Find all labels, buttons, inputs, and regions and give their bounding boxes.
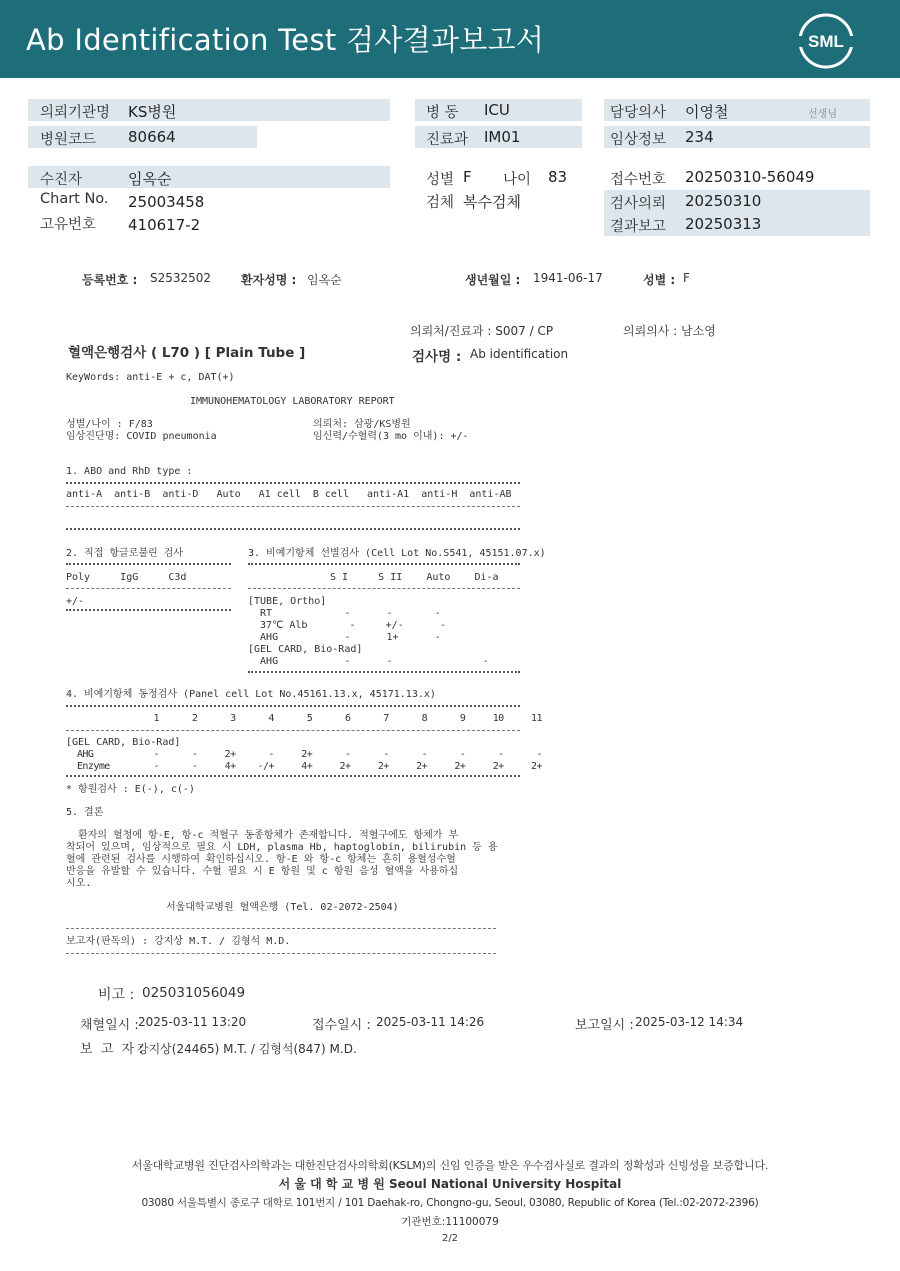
sex-value: F [463,168,472,186]
bottom-reporter-label: 보 고 자 : [80,1042,143,1057]
separator [248,671,520,673]
section-4-header: 1 2 3 4 5 6 7 8 9 10 11 [66,713,542,724]
section-3-tube: [TUBE, Ortho] [248,596,327,607]
unique-label: 고유번호 [40,217,97,233]
sex-age-line: 성별/나이 : F/83 [66,419,153,430]
logo-text: SML [808,32,844,51]
name-label: 환자성명 : [241,273,297,287]
separator [66,563,231,565]
collect-value: 2025-03-11 13:20 [138,1015,247,1029]
report-date-value: 20250313 [685,215,762,233]
receive-label: 접수일시 : [312,1018,371,1033]
institution-number: 기관번호:11100079 [401,1216,499,1228]
doctor-label: 담당의사 [610,105,667,121]
section-2-title: 2. 직접 항글로불린 검사 [66,548,184,559]
section-4-title: 4. 비예기항체 동정검사 (Panel cell Lot No.45161.13.x, 45171.13.x) [66,689,436,700]
record-sex-value: F [683,271,690,285]
collect-label: 채혈일시 : [80,1018,139,1033]
separator [66,705,520,707]
lab-report-title: IMMUNOHEMATOLOGY LABORATORY REPORT [190,396,395,407]
remark-value: 025031056049 [142,985,246,1001]
unique-value: 410617-2 [128,216,201,234]
separator [66,609,231,611]
section-3-rt: RT - - - [248,608,441,619]
hospital-address: 03080 서울특별시 종로구 대학로 101번지 / 101 Daehak-ro, Chongno-gu, Seoul, 03080, Republic of Korea (Tel.:02-2072-2396) [141,1197,759,1209]
request-value: 20250310 [685,192,762,210]
separator [248,588,520,589]
hospital-code-label: 병원코드 [40,132,97,148]
conclusion-line: 시오. [66,878,92,889]
conclusion-line: 반응을 유발할 수 있습니다. 수혈 필요 시 E 항원 및 c 항원 음성 혈액을 사용하십 [66,866,459,877]
separator [66,730,520,731]
report-title: Ab Identification Test 검사결과보고서 [26,23,545,57]
referrer-line: 의뢰처: 삼광/KS병원 [313,419,411,430]
section-2-header: Poly IgG C3d [66,572,187,583]
dept-label: 진료과 [426,132,469,148]
separator [66,928,496,929]
section-3-gel: [GEL CARD, Bio-Rad] [248,644,363,655]
dob-value: 1941-06-17 [533,271,603,285]
hospital-name: 서 울 대 학 교 병 원 Seoul National University Hospital [278,1177,622,1191]
reported-label: 보고일시 : [575,1018,634,1033]
chart-label: Chart No. [40,191,109,207]
reporter-line: 보고자(판독의) : 강지상 M.T. / 김형석 M.D. [66,936,291,947]
dept-value: IM01 [484,128,521,146]
separator [66,775,520,777]
diagnosis-line: 임상진단명: COVID pneumonia [66,431,217,442]
age-label: 나이 [503,172,532,188]
clinical-value: 234 [685,128,714,146]
sml-logo [797,12,855,70]
exam-title: 혈액은행검사 ( L70 ) [ Plain Tube ] [68,345,306,361]
name-value: 임옥순 [307,273,342,287]
pregnancy-line: 임신력/수혈력(3 mo 이내): +/- [313,431,469,442]
clinical-label: 임상정보 [610,132,667,148]
certification-text: 서울대학교병원 진단검사의학과는 대한진단검사의학회(KSLM)의 신임 인증을 받은 우수검사실로 결과의 정확성과 신빙성을 보증합니다. [131,1159,769,1172]
specimen-label: 검체 [426,195,455,211]
conclusion-line: 환자의 혈청에 항-E, 항-c 적혈구 동종항체가 존재합니다. 적혈구에도 항체가 부 [66,830,459,841]
section-3-37c: 37℃ Alb - +/- - [248,620,446,631]
section-1-header: anti-A anti-B anti-D Auto A1 cell B cell anti-A1 anti-H anti-AB [66,489,512,500]
section-4-ahg: AHG - - 2+ - 2+ - - - - - - [66,749,542,760]
referral-doctor: 의뢰의사 : 남소영 [623,324,716,338]
separator [66,482,520,484]
section-2-value: +/- [66,596,85,607]
receipt-value: 20250310-56049 [685,168,815,186]
age-value: 83 [548,168,568,186]
report-date-label: 결과보고 [610,219,667,235]
section-5-title: 5. 결론 [66,807,104,818]
blood-bank-line: 서울대학교병원 혈액은행 (Tel. 02-2072-2504) [166,902,399,913]
patient-value: 임옥순 [128,170,172,188]
remark-label: 비고 : [98,987,135,1003]
ward-value: ICU [484,101,510,119]
exam-name-label: 검사명 : [412,349,462,365]
separator [66,953,496,954]
section-4-gel: [GEL CARD, Bio-Rad] [66,737,181,748]
bottom-reporter-value: 강지상(24465) M.T. / 김형석(847) M.D. [137,1042,357,1056]
specimen-value: 복수검체 [463,193,521,211]
keywords-line: KeyWords: anti-E + c, DAT(+) [66,372,235,383]
section-1-title: 1. ABO and RhD type : [66,466,193,477]
institution-label: 의뢰기관명 [40,105,111,121]
info-bar [28,166,390,188]
dob-label: 생년월일 : [465,273,521,287]
reg-value: S2532502 [150,271,212,285]
receipt-label: 접수번호 [610,172,667,188]
doctor-value: 이영철 [685,103,729,121]
reg-label: 등록번호 : [82,273,138,287]
section-3-title: 3. 비예기항체 선별검사 (Cell Lot No.S541, 45151.07.x) [248,548,546,559]
section-4-enzyme: Enzyme - - 4+ -/+ 4+ 2+ 2+ 2+ 2+ 2+ 2+ [66,761,542,772]
conclusion-line: 착되어 있으며, 임상적으로 필요 시 LDH, plasma Hb, haptoglobin, bilirubin 등 용 [66,842,498,853]
hospital-code-value: 80664 [128,128,176,146]
separator [66,528,520,530]
doctor-suffix: 선생님 [808,109,837,120]
ward-label: 병 동 [426,105,459,121]
section-3-ahg: AHG - 1+ - [248,632,441,643]
antigen-line: * 항원검사 : E(-), c(-) [66,784,195,795]
section-3-header: S I S II Auto Di-a [330,572,499,583]
conclusion-line: 혈에 관련된 검사를 시행하여 확인하십시오. 항-E 와 항-c 항체는 흔히 용혈성수혈 [66,854,456,865]
chart-value: 25003458 [128,193,205,211]
page-number: 2/2 [441,1233,459,1244]
referral: 의뢰처/진료과 : S007 / CP [410,324,554,338]
exam-name-value: Ab identification [470,347,569,361]
receive-value: 2025-03-11 14:26 [376,1015,485,1029]
reported-value: 2025-03-12 14:34 [635,1015,744,1029]
section-3-ahg-gel: AHG - - - [248,656,489,667]
sml-logo-icon [797,12,855,70]
request-label: 검사의뢰 [610,196,667,212]
separator [66,588,231,589]
separator [66,506,520,507]
record-sex-label: 성별 : [643,273,676,287]
patient-label: 수진자 [40,172,83,188]
institution-value: KS병원 [128,103,177,121]
separator [248,563,520,565]
sex-label: 성별 [426,172,455,188]
